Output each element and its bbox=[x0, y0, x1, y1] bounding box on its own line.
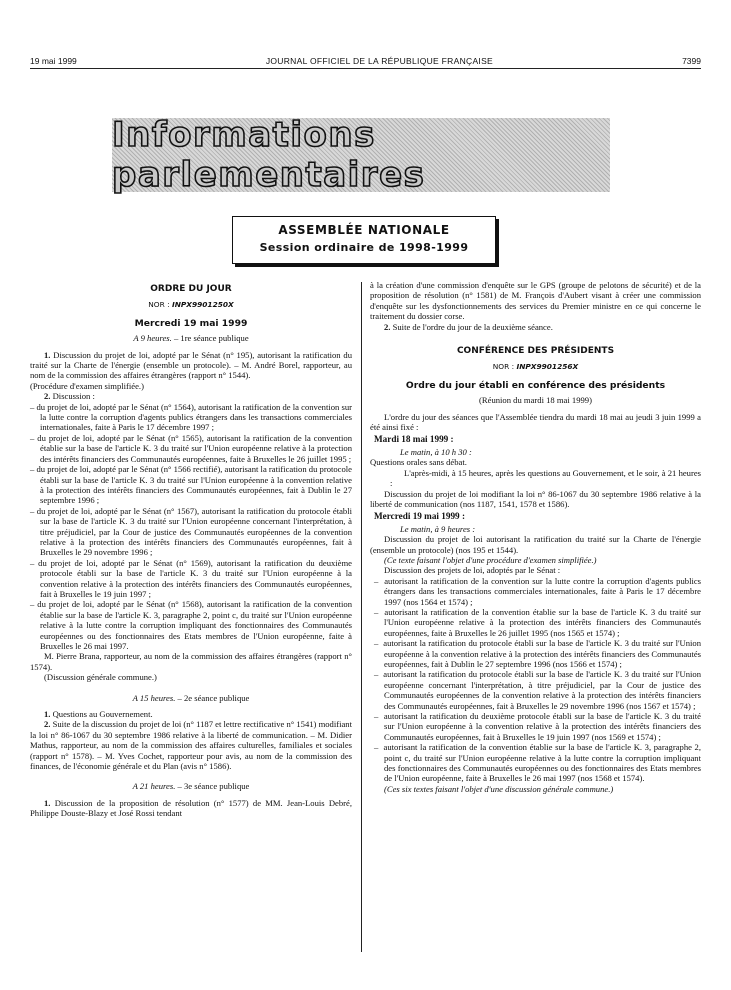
assembly-box bbox=[232, 216, 496, 264]
apres-midi: L'après-midi, à 15 heures, après les questions au Gouvernement, et le soir, à 21 heures : bbox=[390, 467, 701, 489]
column-divider bbox=[361, 282, 362, 952]
session-1-time: A 9 heures. bbox=[133, 333, 172, 344]
discussion-note: (Discussion générale commune.) bbox=[44, 672, 157, 683]
nor-code: INPX9901250X bbox=[171, 300, 234, 310]
list-item: – autorisant la ratification du protocole établi sur la base de l'article K. 3 du traité sur l'Union européenne concernant l'interprétation, à titre préjudiciel, par la Cour de justice des Communautés européennes de la convention relative à la protection des intérêts financiers des Communautés européennes, fait à Bruxelles le 29 novembre 1996 (nos 1567 et 1574) ; bbox=[370, 669, 701, 711]
s2-item-2-num: 2. bbox=[44, 719, 51, 730]
s3-item-1 bbox=[30, 798, 352, 819]
discussion-2: Discussion du projet de loi autorisant la ratification du traité sur la Charte de l'énergie (ensemble un protocole) (nos 195 et 1544). bbox=[370, 534, 701, 555]
list-item: – du projet de loi, adopté par le Sénat (n° 1566 rectifié), autorisant la ratification du protocole établi sur la base de l'article K. 3 du traité sur l'Union européenne à la convention relative à la protection des intérêts financiers des Communautés européennes, fait à Dublin le 27 septembre 1996 ; bbox=[30, 464, 352, 506]
mardi-heading: Mardi 18 mai 1999 : bbox=[374, 434, 454, 445]
list-item: – du projet de loi, adopté par le Sénat (n° 1565), autorisant la ratification de la convention établie sur la base de l'article K. 3 du traité sur l'Union européenne relative à la protection des intérêts financiers des Communautés européennes, faite à Bruxelles le 26 juillet 1995 ; bbox=[30, 433, 352, 464]
item-2-num: 2. bbox=[44, 391, 51, 402]
discussion-3: Discussion des projets de loi, adoptés par le Sénat : bbox=[384, 565, 561, 576]
session-1-label bbox=[30, 333, 352, 343]
list-item: – autorisant la ratification du protocole établi sur la base de l'article K. 3 du traité sur l'Union européenne à la convention relative à la protection des intérêts financiers des Communautés européennes, fait à Dublin le 27 septembre 1996 (nos 1566 et 1574) ; bbox=[370, 638, 701, 669]
page-header bbox=[30, 56, 701, 66]
mercredi-heading: Mercredi 19 mai 1999 : bbox=[374, 511, 465, 522]
s2-item-2-text: Suite de la discussion du projet de loi (n° 1187 et lettre rectificative n° 1541) modifiant la loi n° 86-1067 du 30 septembre 1986 relative à la liberté de communication. – M. Didier Mathus, rapporteur, au nom de la commission des affaires culturelles, familiales et sociales (rapport n° 1578). – M. Yves Cochet, rapporteur pour avis, au nom de la commission des finances, de l'économie générale et du Plan (avis n° 1586). bbox=[30, 719, 352, 772]
mercredi-matin: Le matin, à 9 heures : bbox=[400, 523, 476, 534]
right-column bbox=[370, 280, 701, 794]
intro-text: L'ordre du jour des séances que l'Assemblée tiendra du mardi 18 mai au jeudi 3 juin 1999 a été ainsi fixé : bbox=[370, 411, 701, 433]
conference-heading: CONFÉRENCE DES PRÉSIDENTS bbox=[456, 346, 615, 357]
list-item: – autorisant la ratification du deuxième protocole établi sur la base de l'article K. 3 du traité sur l'Union européenne à la convention relative à la protection des intérêts financiers des Communautés européennes, fait à Bruxelles le 19 juin 1997 (nos 1569 et 1574) ; bbox=[370, 711, 701, 742]
list-item: – autorisant la ratification de la convention sur la lutte contre la corruption d'agents publics étrangers dans les transactions commerciales internationales, faite à Paris le 17 décembre 1997 (nos 1564 et 1574) ; bbox=[370, 576, 701, 607]
journal-title: JOURNAL OFFICIEL DE LA RÉPUBLIQUE FRANÇAISE bbox=[265, 56, 494, 66]
discussion-1: Discussion du projet de loi modifiant la loi n° 86-1067 du 30 septembre 1986 relative à la liberté de communication (nos 1187, 1541, 1578 et 1586). bbox=[370, 488, 701, 509]
list-item: – autorisant la ratification de la convention établie sur la base de l'article K. 3, paragraphe 2, point c, du traité sur l'Union européenne relative à la lutte contre la corruption impliquant des fonctionnaires des Communautés européennes ou des fonctionnaires des Etats membres de l'Union européenne, faite à Bruxelles le 26 mai 1997 (nos 1568 et 1574). bbox=[370, 742, 701, 784]
item-1-num: 1. bbox=[44, 349, 51, 360]
continued-text: à la création d'une commission d'enquête sur le GPS (groupe de pelotons de sécurité) et de la proposition de résolution (n° 1581) de M. François d'Aubert visant à créer une commission d'enquête sur les dysfonctionnements des services du Premier ministre en ce qui concerne le traitement du dossier corse. bbox=[370, 280, 701, 322]
ordre-title: Ordre du jour établi en conférence des présidents bbox=[405, 379, 666, 391]
day-heading: Mercredi 19 mai 1999 bbox=[134, 317, 248, 329]
nor-reference-2 bbox=[370, 362, 701, 372]
left-column bbox=[30, 280, 352, 819]
rapporteur-note: M. Pierre Brana, rapporteur, au nom de la commission des affaires étrangères (rapport n° 1574). bbox=[30, 651, 352, 672]
session-name: Session ordinaire de 1998-1999 bbox=[259, 241, 469, 254]
item-2-text: Discussion : bbox=[50, 391, 95, 402]
session-2-title: – 2e séance publique bbox=[175, 692, 250, 703]
ordre-du-jour-heading: ORDRE DU JOUR bbox=[150, 284, 232, 294]
section-banner bbox=[112, 115, 610, 195]
r-item-2-text: Suite de l'ordre du jour de la deuxième séance. bbox=[390, 321, 553, 332]
item-1-note: (Procédure d'examen simplifiée.) bbox=[30, 380, 144, 391]
texte-note: (Ce texte faisant l'objet d'une procédure d'examen simplifiée.) bbox=[384, 554, 597, 565]
r-item-2-num: 2. bbox=[384, 321, 391, 332]
s2-item-1-text: Questions au Gouvernement. bbox=[50, 709, 153, 720]
list-item: – autorisant la ratification de la convention établie sur la base de l'article K. 3 du traité sur l'Union européenne relative à la protection des intérêts financiers des Communautés européennes, faite à Bruxelles le 26 juillet 1995 (nos 1565 et 1574) ; bbox=[370, 607, 701, 638]
session-2-time: A 15 heures. bbox=[132, 692, 176, 703]
s3-item-1-num: 1. bbox=[44, 797, 51, 808]
nor-prefix: NOR : bbox=[148, 300, 172, 310]
assembly-name: ASSEMBLÉE NATIONALE bbox=[278, 223, 450, 237]
session-3-time: A 21 heures. bbox=[132, 781, 176, 792]
reunion-date: (Réunion du mardi 18 mai 1999) bbox=[479, 395, 592, 406]
closing-note: (Ces six textes faisant l'objet d'une discussion générale commune.) bbox=[384, 783, 614, 794]
s2-item-1-num: 1. bbox=[44, 709, 51, 720]
s2-item-2 bbox=[30, 719, 352, 771]
nor-reference bbox=[30, 300, 352, 310]
list-item: – du projet de loi, adopté par le Sénat (n° 1567), autorisant la ratification du protocole établi sur la base de l'article K. 3 du traité sur l'Union européenne concernant l'interprétation, à titre préjudiciel, par la Cour de justice des Communautés européennes de la convention relative à la protection des intérêts financiers des Communautés européennes, fait à Bruxelles le 29 novembre 1996 ; bbox=[30, 506, 352, 558]
s2-item-1 bbox=[30, 709, 352, 719]
item-1-text: Discussion du projet de loi, adopté par le Sénat (n° 195), autorisant la ratification du traité sur la Charte de l'énergie (ensemble un protocole). – M. André Borel, rapporteur, au nom de la commission des affaires étrangères (rapport n° 1544). bbox=[30, 349, 352, 381]
nor-code: INPX9901256X bbox=[516, 362, 579, 372]
session-1-title: – 1re séance publique bbox=[171, 333, 249, 344]
list-item: – du projet de loi, adopté par le Sénat (n° 1564), autorisant la ratification de la convention sur la lutte contre la corruption d'agents publics étrangers dans les transactions commerciales internationales, faite à Paris le 17 décembre 1997 ; bbox=[30, 402, 352, 433]
page-number: 7399 bbox=[682, 56, 701, 66]
questions-orales: Questions orales sans débat. bbox=[370, 457, 467, 468]
list-item: – du projet de loi, adopté par le Sénat (n° 1569), autorisant la ratification du deuxième protocole établi sur la base de l'article K. 3 du traité sur l'Union européenne à la convention relative à la protection des intérêts financiers des Communautés européennes, fait à Bruxelles le 19 juin 1997 ; bbox=[30, 558, 352, 600]
session-3-title: – 3e séance publique bbox=[175, 781, 250, 792]
r-item-2 bbox=[370, 322, 701, 332]
nor-prefix: NOR : bbox=[492, 362, 517, 372]
mardi-matin: Le matin, à 10 h 30 : bbox=[400, 446, 472, 457]
list-item: – du projet de loi, adopté par le Sénat (n° 1568), autorisant la ratification de la convention établie sur la base de l'article K. 3, paragraphe 2, point c, du traité sur l'Union européenne relative à la lutte contre la corruption impliquant des fonctionnaires des Communautés européennes ou des fonctionnaires des Etats membres de l'Union européenne, faite à Bruxelles le 26 mai 1997. bbox=[30, 599, 352, 651]
session-3-label bbox=[30, 781, 352, 791]
item-2 bbox=[30, 391, 352, 401]
s3-item-1-text: Discussion de la proposition de résolution (n° 1577) de MM. Jean-Louis Debré, Philippe Douste-Blazy et José Rossi tendant bbox=[30, 797, 352, 819]
session-2-label bbox=[30, 693, 352, 703]
item-1 bbox=[30, 350, 352, 381]
header-rule bbox=[30, 68, 701, 69]
header-date: 19 mai 1999 bbox=[30, 56, 77, 66]
banner-title: Informations parlementaires bbox=[112, 115, 426, 195]
